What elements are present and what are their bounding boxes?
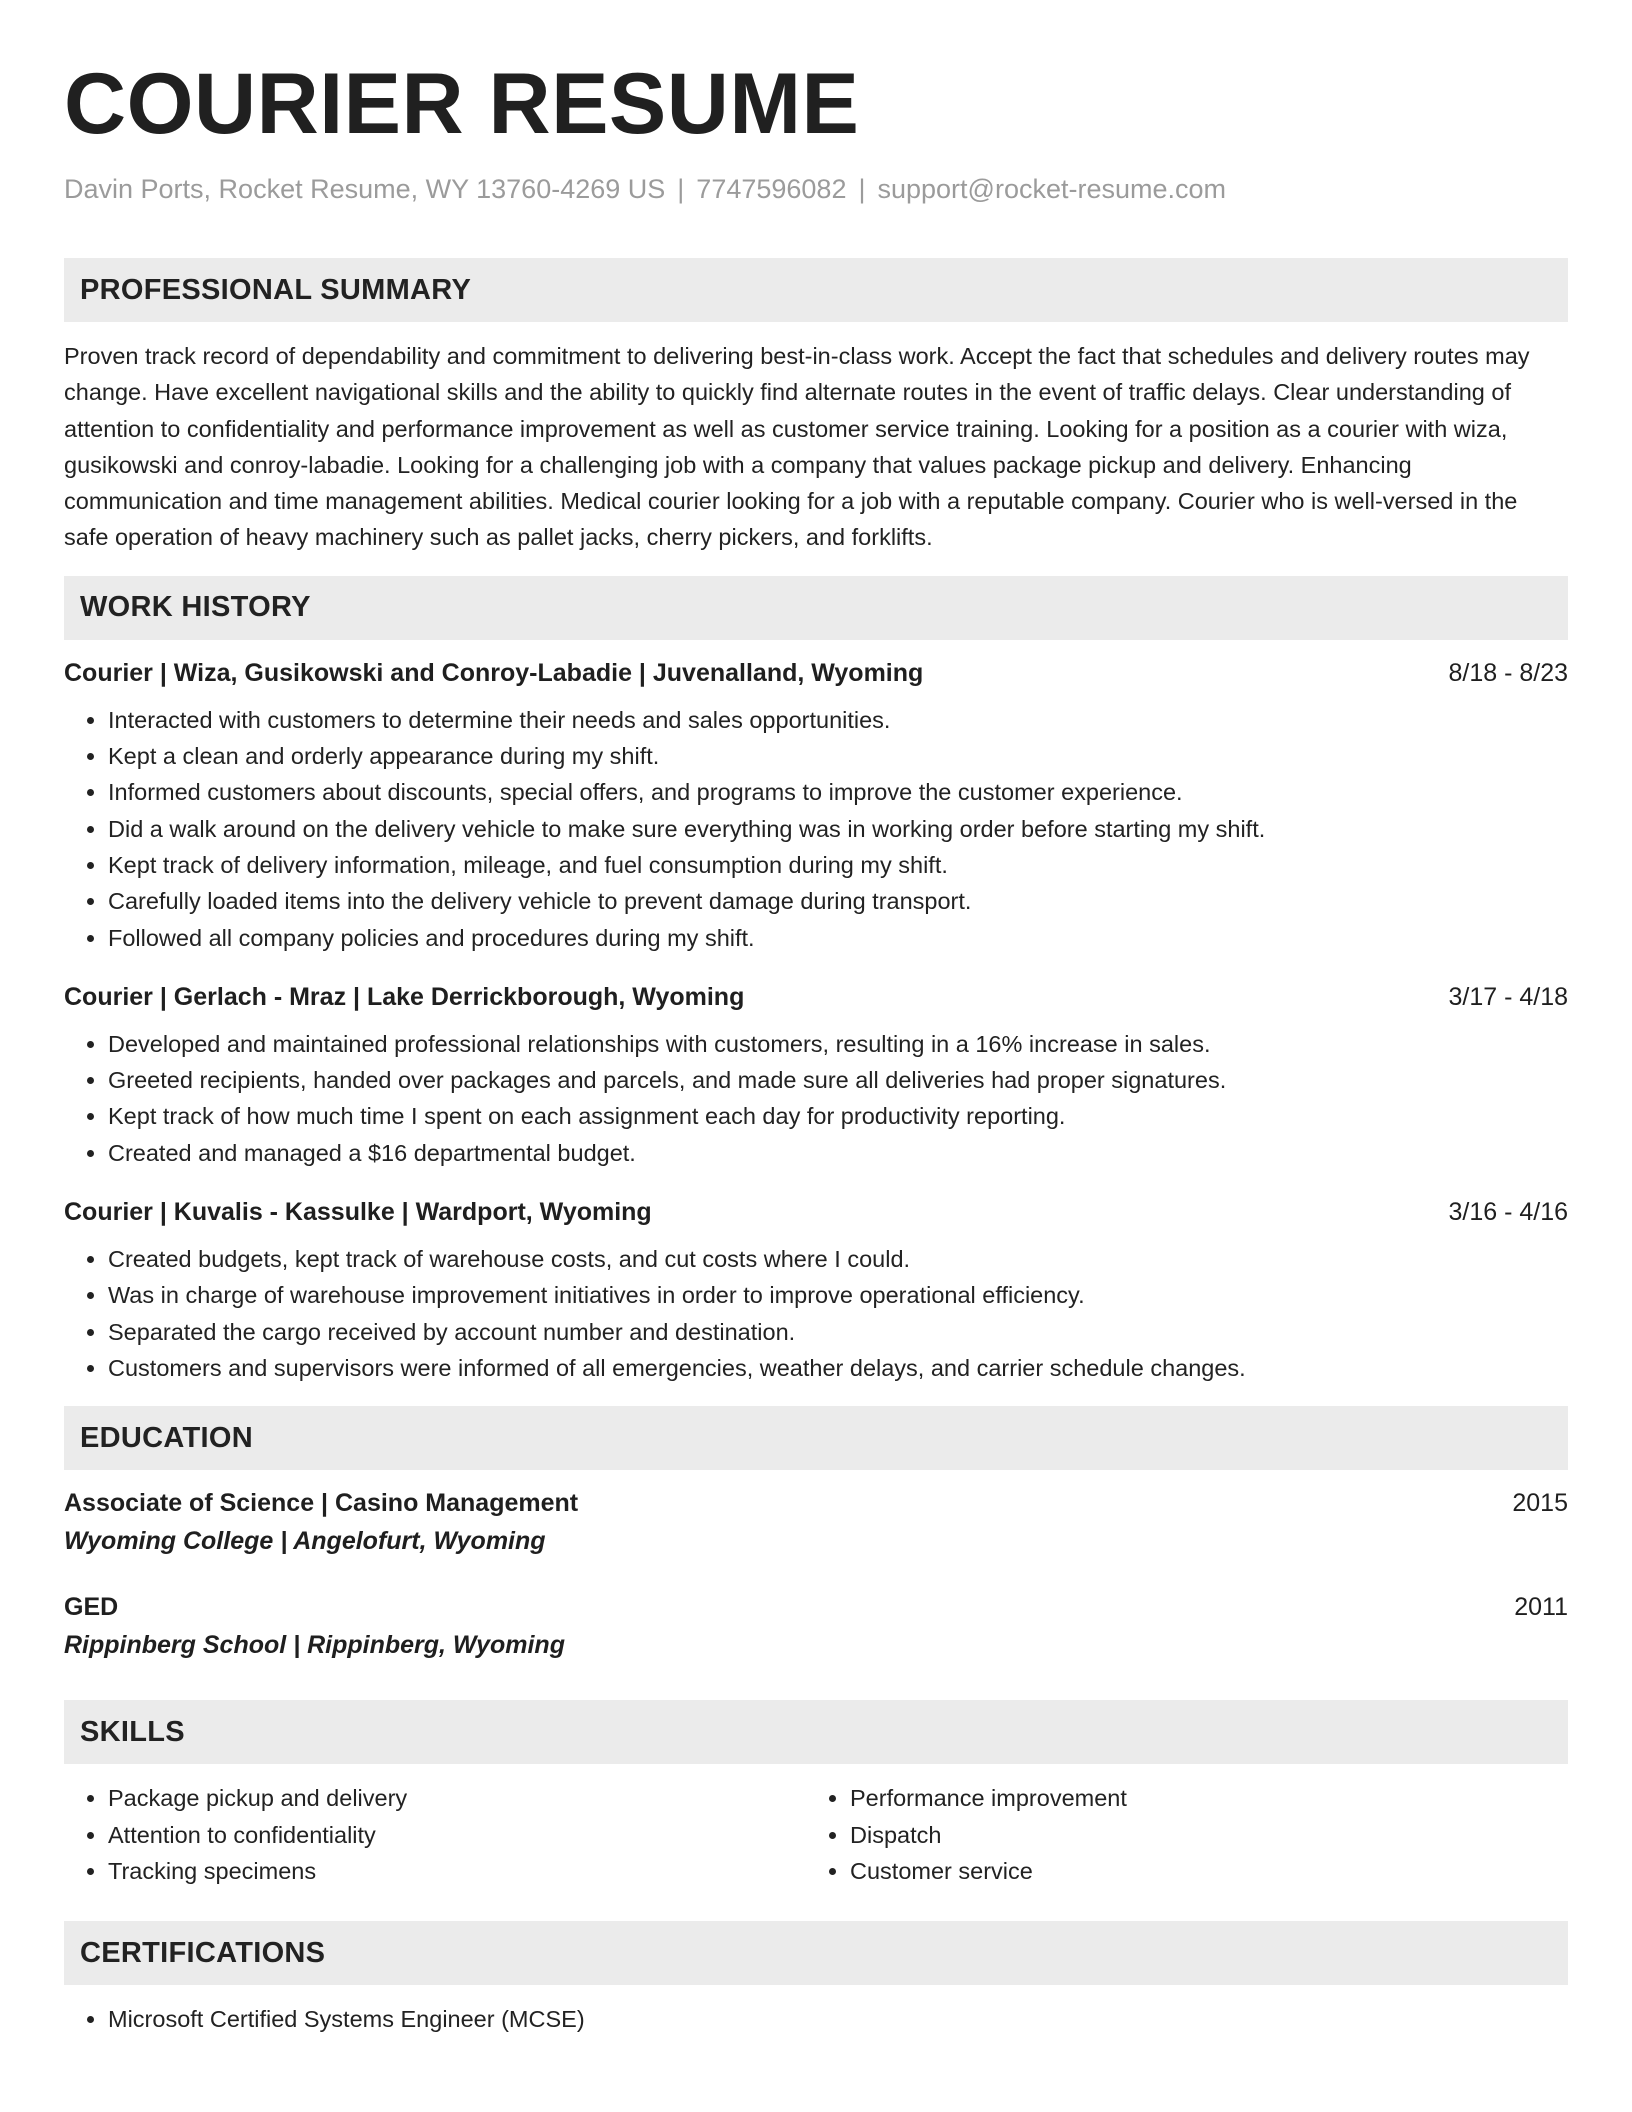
job-header bbox=[64, 980, 1568, 1014]
job-duties bbox=[64, 1241, 1568, 1386]
contact-line bbox=[64, 172, 1568, 206]
job-duty: • Developed and maintained professional relationships with customers, resulting in a 16% increase in sales. bbox=[108, 1026, 1568, 1062]
contact-email: support@rocket-resume.com bbox=[877, 174, 1227, 204]
job-title: Courier | Wiza, Gusikowski and Conroy-Labadie | Juvenalland, Wyoming bbox=[64, 658, 924, 687]
job-duty: • Created and managed a $16 departmental budget. bbox=[108, 1135, 1568, 1171]
contact-separator: | bbox=[858, 174, 866, 204]
certifications-heading: CERTIFICATIONS bbox=[64, 1921, 1568, 1985]
job-duty: • Greeted recipients, handed over packages and parcels, and made sure all deliveries had proper signatures. bbox=[108, 1062, 1568, 1098]
job-header bbox=[64, 1195, 1568, 1229]
job-duty: • Interacted with customers to determine their needs and sales opportunities. bbox=[108, 702, 1568, 738]
work-history-heading: WORK HISTORY bbox=[64, 576, 1568, 640]
job-entry bbox=[64, 656, 1568, 956]
job-header bbox=[64, 656, 1568, 690]
job-duty: • Carefully loaded items into the delivery vehicle to prevent damage during transport. bbox=[108, 883, 1568, 919]
education-entry bbox=[64, 1590, 1568, 1662]
education-school: Rippinberg School | Rippinberg, Wyoming bbox=[64, 1631, 565, 1660]
skill-item: • Tracking specimens bbox=[108, 1853, 806, 1889]
education-year: 2015 bbox=[1512, 1489, 1568, 1518]
job-duty: • Was in charge of warehouse improvement initiatives in order to improve operational efficiency. bbox=[108, 1277, 1568, 1313]
job-title: Courier | Kuvalis - Kassulke | Wardport, Wyoming bbox=[64, 1198, 652, 1227]
certification-item: • Microsoft Certified Systems Engineer (MCSE) bbox=[108, 2001, 1568, 2037]
education-heading: EDUCATION bbox=[64, 1406, 1568, 1470]
job-duty: • Created budgets, kept track of warehouse costs, and cut costs where I could. bbox=[108, 1241, 1568, 1277]
contact-phone: 7747596082 bbox=[696, 174, 847, 204]
job-duty: • Kept a clean and orderly appearance during my shift. bbox=[108, 738, 1568, 774]
job-entry bbox=[64, 980, 1568, 1171]
education-school: Wyoming College | Angelofurt, Wyoming bbox=[64, 1527, 546, 1556]
job-duty: • Kept track of delivery information, mileage, and fuel consumption during my shift. bbox=[108, 847, 1568, 883]
summary-text: Proven track record of dependability and commitment to delivering best-in-class work. Accept the fact that schedules and delivery routes may change. Have excellent navigational skills and the ability to quickly find alternate routes in the event of traffic delays. Clear understanding of attention to confidentiality and performance improvement as well as customer service training. Looking for a position as a courier with wiza, gusikowski and conroy-labadie. Looking for a challenging job with a company that values package pickup and delivery. Enhancing communication and time management abilities. Medical courier looking for a job with a reputable company. Courier who is well-versed in the safe operation of heavy machinery such as pallet jacks, cherry pickers, and forklifts. bbox=[64, 343, 1530, 551]
job-duty: • Informed customers about discounts, special offers, and programs to improve the customer experience. bbox=[108, 774, 1568, 810]
skill-item: • Attention to confidentiality bbox=[108, 1817, 806, 1853]
job-duties bbox=[64, 1026, 1568, 1171]
skills-column-left bbox=[64, 1780, 806, 1889]
skill-item: • Performance improvement bbox=[850, 1780, 1127, 1816]
job-duty: • Kept track of how much time I spent on each assignment each day for productivity reporting. bbox=[108, 1098, 1568, 1134]
skill-item: • Customer service bbox=[850, 1853, 1127, 1889]
job-dates: 3/16 - 4/16 bbox=[1448, 1198, 1568, 1227]
job-duty: • Separated the cargo received by account number and destination. bbox=[108, 1314, 1568, 1350]
contact-separator: | bbox=[677, 174, 685, 204]
education-header bbox=[64, 1590, 1568, 1624]
job-duty: • Did a walk around on the delivery vehicle to make sure everything was in working order before starting my shift. bbox=[108, 811, 1568, 847]
education-header bbox=[64, 1486, 1568, 1520]
education-degree: Associate of Science | Casino Management bbox=[64, 1489, 579, 1518]
job-title: Courier | Gerlach - Mraz | Lake Derrickborough, Wyoming bbox=[64, 982, 745, 1011]
skill-item: • Package pickup and delivery bbox=[108, 1780, 806, 1816]
education-entry bbox=[64, 1486, 1568, 1558]
job-duty: • Customers and supervisors were informed of all emergencies, weather delays, and carrier schedule changes. bbox=[108, 1350, 1568, 1386]
education-degree: GED bbox=[64, 1593, 119, 1622]
contact-address: Davin Ports, Rocket Resume, WY 13760-4269 US bbox=[64, 174, 666, 204]
job-duties bbox=[64, 702, 1568, 956]
summary-heading: PROFESSIONAL SUMMARY bbox=[64, 258, 1568, 322]
certifications-list bbox=[64, 2001, 1568, 2037]
job-dates: 3/17 - 4/18 bbox=[1448, 982, 1568, 1011]
job-dates: 8/18 - 8/23 bbox=[1448, 658, 1568, 687]
skills-list bbox=[64, 1780, 1568, 1889]
skills-heading: SKILLS bbox=[64, 1700, 1568, 1764]
education-year: 2011 bbox=[1514, 1593, 1568, 1622]
job-entry bbox=[64, 1195, 1568, 1386]
skill-item: • Dispatch bbox=[850, 1817, 1127, 1853]
job-duty: • Followed all company policies and procedures during my shift. bbox=[108, 920, 1568, 956]
resume-title: COURIER RESUME bbox=[64, 56, 860, 152]
skills-column-right bbox=[806, 1780, 1127, 1889]
